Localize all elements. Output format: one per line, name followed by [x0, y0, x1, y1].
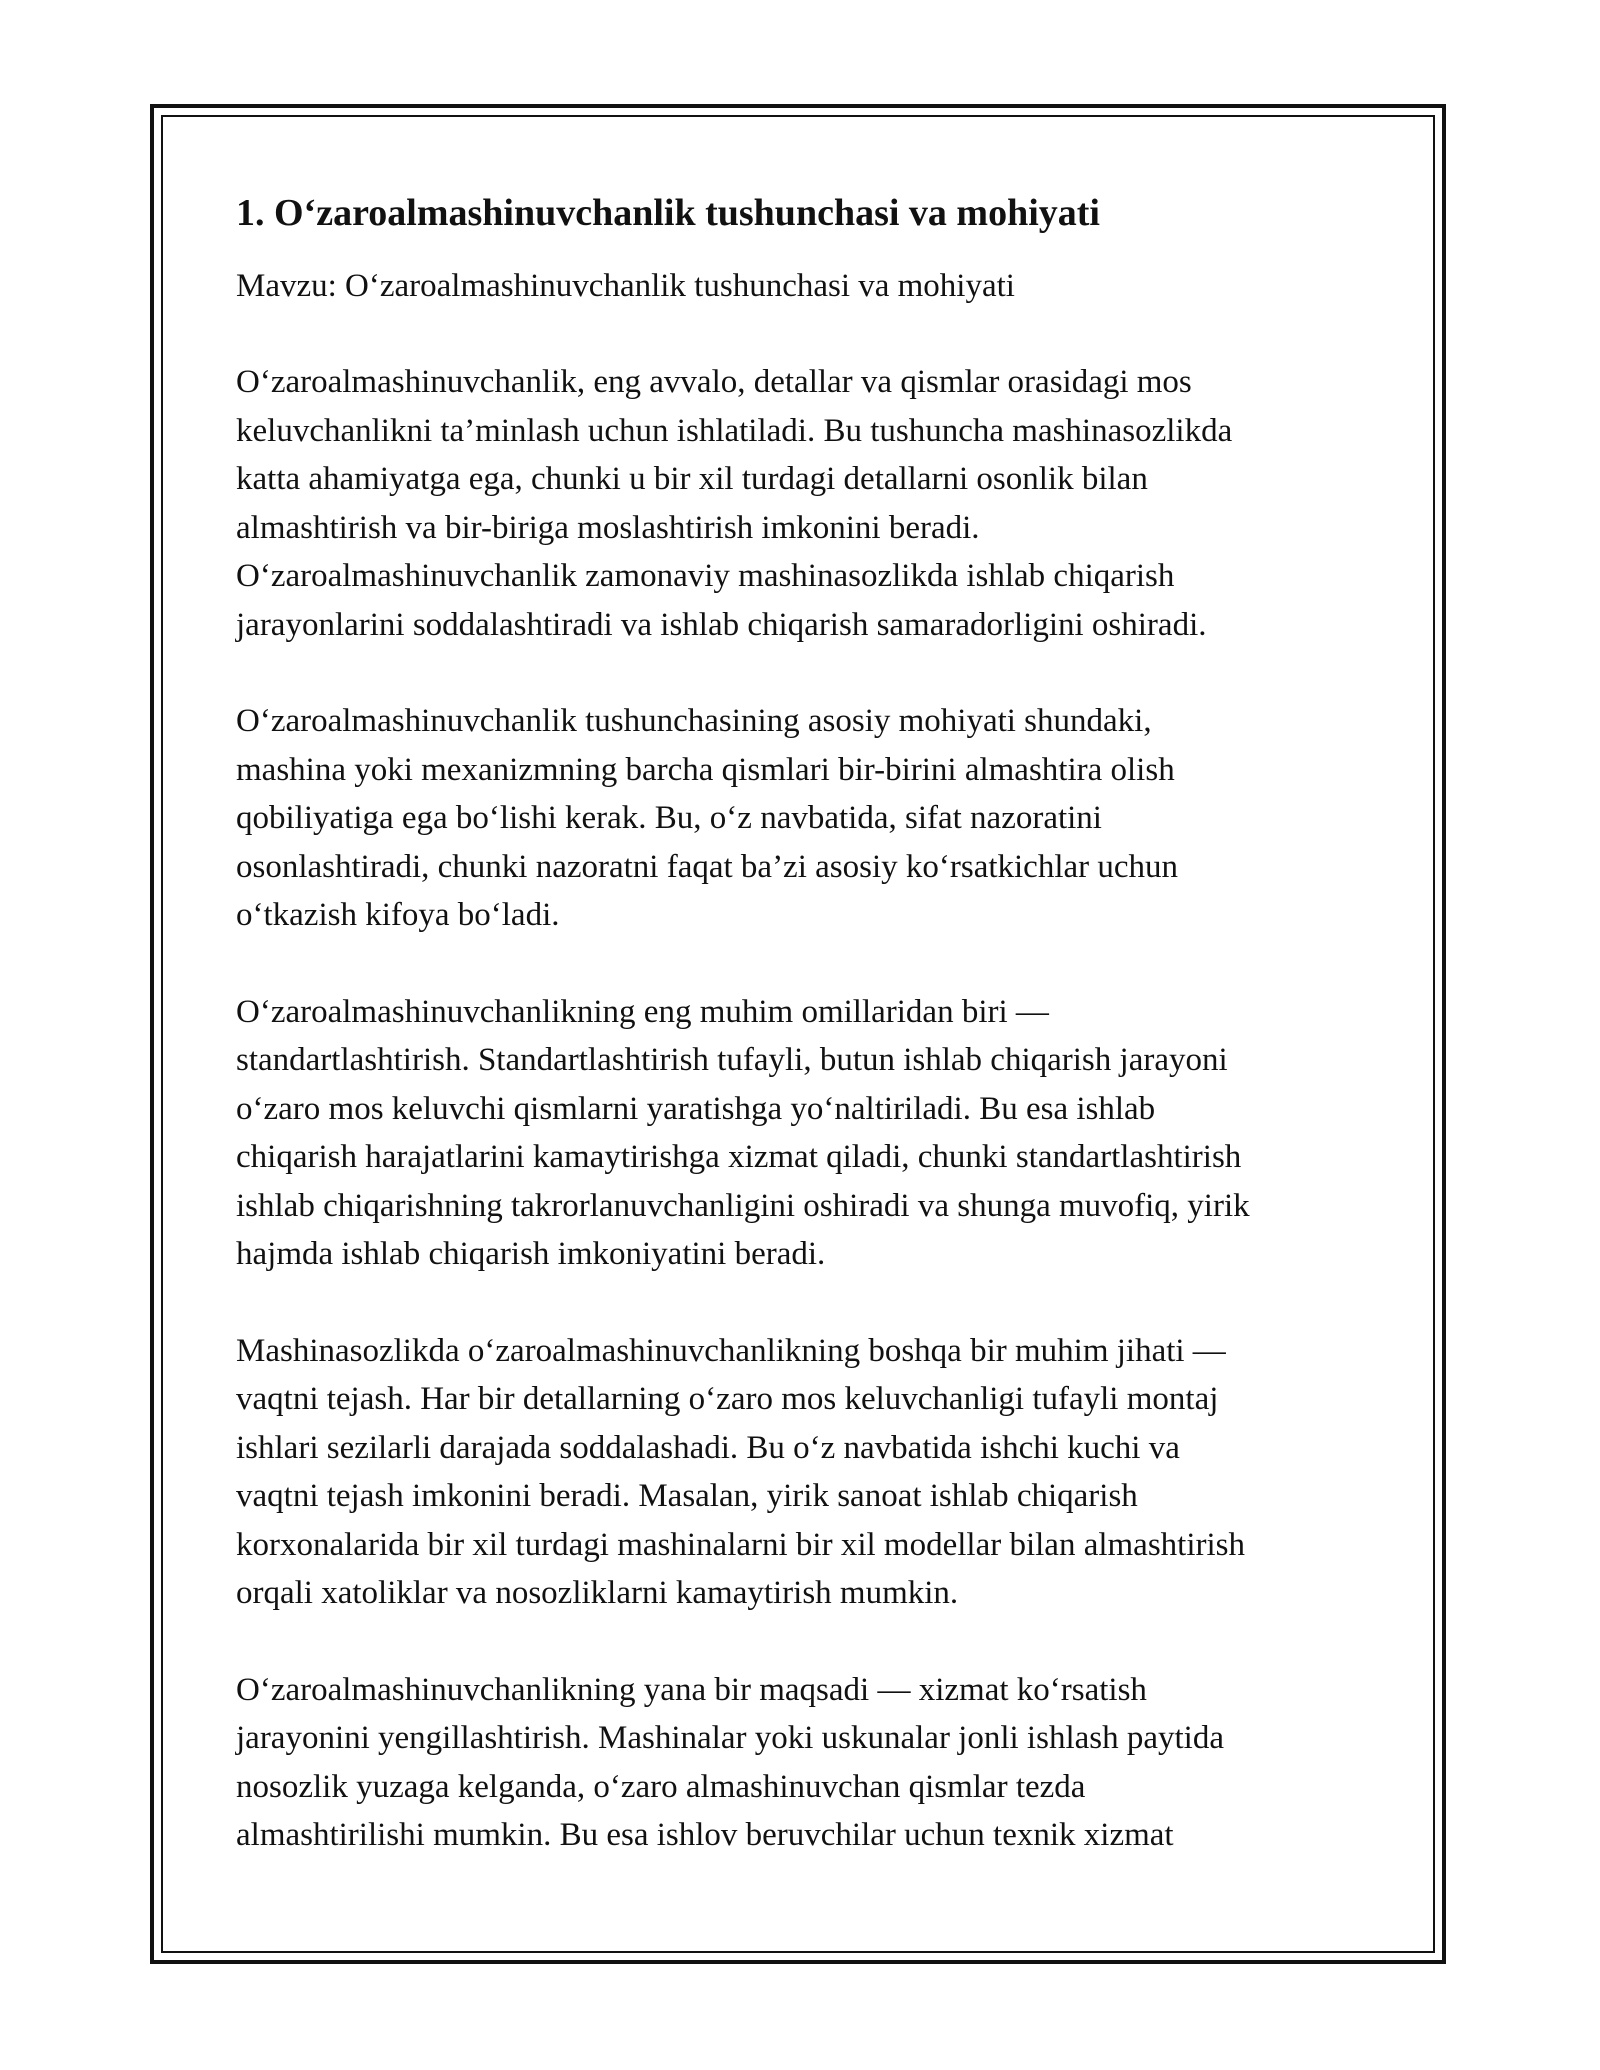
paragraph-line: vaqtni tejash imkonini beradi. Masalan, yirik sanoat ishlab chiqarish — [236, 1478, 1138, 1514]
paragraph-line: orqali xatoliklar va nosozliklarni kamaytirish mumkin. — [236, 1575, 959, 1611]
paragraph-line: qobiliyatiga ega bo‘lishi kerak. Bu, o‘z navbatida, sifat nazoratini — [236, 800, 1102, 836]
paragraph-line: osonlashtiradi, chunki nazoratni faqat ba’zi asosiy ko‘rsatkichlar uchun — [236, 848, 1179, 885]
paragraph-4 — [236, 1327, 1376, 1618]
paragraph-line: O‘zaroalmashinuvchanlik, eng avvalo, detallar va qismlar orasidagi mos — [236, 364, 1192, 400]
paragraph-line: o‘zaro mos keluvchi qismlarni yaratishga yo‘naltiriladi. Bu esa ishlab — [236, 1090, 1156, 1127]
paragraph-line: jarayonlarini soddalashtiradi va ishlab chiqarish samaradorligini oshiradi. — [236, 606, 1207, 643]
paragraph-5 — [236, 1666, 1376, 1860]
paragraph-line: almashtirilishi mumkin. Bu esa ishlov beruvchilar uchun texnik xizmat — [236, 1817, 1174, 1853]
paragraph-line: O‘zaroalmashinuvchanlikning yana bir maqsadi — xizmat ko‘rsatish — [236, 1671, 1147, 1708]
paragraph-line: O‘zaroalmashinuvchanlik zamonaviy mashinasozlikda ishlab chiqarish — [236, 558, 1175, 594]
section-heading: 1. O‘zaroalmashinuvchanlik tushunchasi va mohiyati — [236, 192, 1100, 234]
paragraph-line: ishlab chiqarishning takrorlanuvchanligini oshiradi va shunga muvofiq, yirik — [236, 1187, 1250, 1224]
paragraph-line: almashtirish va bir-biriga moslashtirish imkonini beradi. — [236, 509, 980, 546]
paragraph-line: chiqarish harajatlarini kamaytirishga xizmat qiladi, chunki standartlashtirish — [236, 1139, 1242, 1175]
paragraph-line: nosozlik yuzaga kelganda, o‘zaro almashinuvchan qismlar tezda — [236, 1768, 1086, 1805]
paragraph-line: jarayonini yengillashtirish. Mashinalar yoki uskunalar jonli ishlash paytida — [236, 1720, 1224, 1756]
paragraph-line: ishlari sezilarli darajada soddalashadi. Bu o‘z navbatida ishchi kuchi va — [236, 1429, 1180, 1466]
paragraph-line: O‘zaroalmashinuvchanlikning eng muhim omillaridan biri — — [236, 993, 1049, 1030]
paragraph-line: O‘zaroalmashinuvchanlik tushunchasining asosiy mohiyati shundaki, — [236, 703, 1152, 739]
paragraph-line: o‘tkazish kifoya bo‘ladi. — [236, 897, 560, 933]
document-body — [236, 188, 1376, 1908]
paragraph-line: Mashinasozlikda o‘zaroalmashinuvchanlikning boshqa bir muhim jihati — — [236, 1332, 1226, 1369]
paragraph-line: katta ahamiyatga ega, chunki u bir xil turdagi detallarni osonlik bilan — [236, 461, 1148, 497]
paragraph-line: mashina yoki mexanizmning barcha qismlari bir-birini almashtira olish — [236, 751, 1175, 788]
paragraph-line: korxonalarida bir xil turdagi mashinalarni bir xil modellar bilan almashtirish — [236, 1526, 1245, 1563]
paragraph-line: keluvchanlikni ta’minlash uchun ishlatiladi. Bu tushuncha mashinasozlikda — [236, 412, 1233, 449]
paragraph-3 — [236, 988, 1376, 1279]
paragraph-2 — [236, 697, 1376, 940]
subject-line: Mavzu: O‘zaroalmashinuvchanlik tushunchasi va mohiyati — [236, 268, 1015, 304]
paragraph-1 — [236, 358, 1376, 649]
paragraph-line: hajmda ishlab chiqarish imkoniyatini beradi. — [236, 1236, 826, 1272]
paragraph-line: vaqtni tejash. Har bir detallarning o‘zaro mos keluvchanligi tufayli montaj — [236, 1381, 1219, 1417]
paragraph-line: standartlashtirish. Standartlashtirish tufayli, butun ishlab chiqarish jarayoni — [236, 1042, 1228, 1078]
